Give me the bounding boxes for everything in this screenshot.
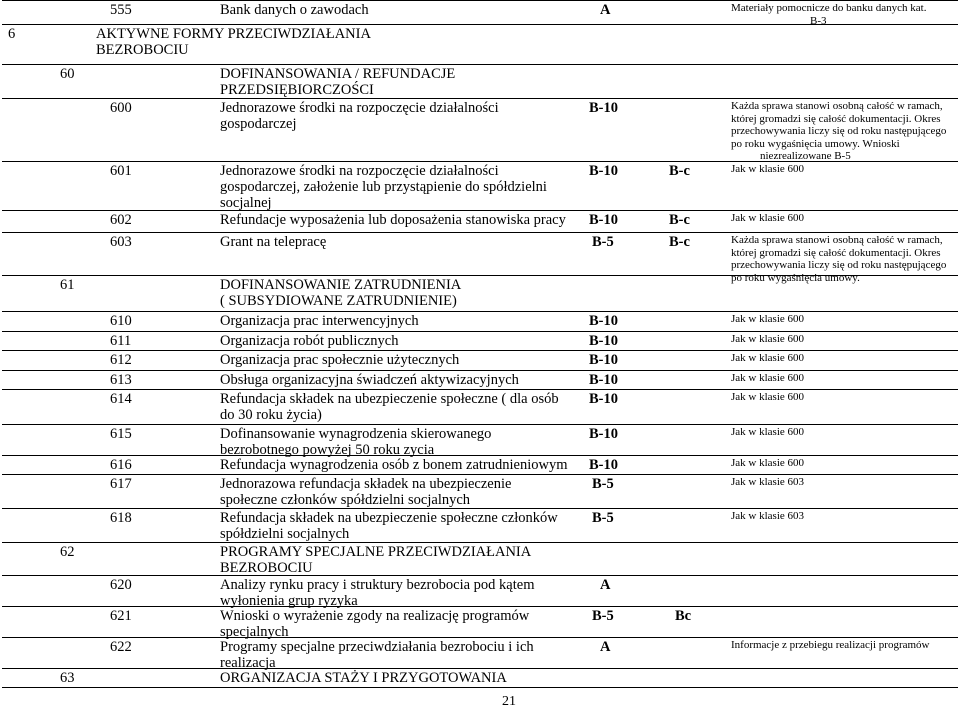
note-text: Jak w klasie 600 [731, 333, 805, 345]
note-text: niezrealizowane B-5 [760, 150, 851, 162]
class-description: bezrobotnego powyżej 50 roku zycia [220, 442, 435, 458]
archive-category: B-10 [589, 333, 618, 349]
class-symbol: 6 [8, 26, 16, 42]
class-symbol: 61 [60, 277, 75, 293]
class-description: Jednorazowe środki na rozpoczęcie działalności [220, 100, 499, 116]
class-description: Organizacja robót publicznych [220, 333, 399, 349]
class-description: gospodarczej, założenie lub przystąpienie do spółdzielni [220, 179, 547, 195]
archive-category: A [600, 2, 611, 18]
note-text: Informacje z przebiegu realizacji programów [731, 639, 930, 651]
class-description: AKTYWNE FORMY PRZECIWDZIAŁANIA [96, 26, 371, 42]
note-text: przechowywania liczy się od roku następującego [731, 259, 947, 271]
class-symbol: 616 [110, 457, 132, 473]
archive-category: A [600, 639, 611, 655]
note-text: Jak w klasie 603 [731, 510, 805, 522]
class-description: wyłonienia grup ryzyka [220, 593, 358, 609]
archive-category: B-10 [589, 100, 618, 116]
archive-category: B-5 [592, 476, 614, 492]
class-symbol: 63 [60, 670, 75, 686]
table-divider [2, 370, 958, 371]
class-description: Bank danych o zawodach [220, 2, 369, 18]
note-text: której gromadzi się całość dokumentacji. Okres [731, 246, 941, 259]
class-description: Organizacja prac społecznie użytecznych [220, 352, 460, 368]
note-text: po roku wygaśnięcia umowy. [731, 271, 860, 284]
class-symbol: 617 [110, 476, 132, 492]
note-text: przechowywania liczy się od roku następującego [731, 125, 947, 137]
table-divider [2, 311, 958, 312]
class-description: Programy specjalne przeciwdziałania bezrobociu i ich [220, 639, 534, 655]
table-divider [2, 232, 958, 233]
class-symbol: 60 [60, 66, 75, 82]
archive-category: B-10 [589, 457, 618, 473]
table-divider [2, 637, 958, 638]
note-text: której gromadzi się całość dokumentacji. Okres [731, 112, 941, 125]
note-text: Jak w klasie 603 [731, 476, 805, 488]
class-description: Dofinansowanie wynagrodzenia skierowanego [220, 426, 492, 442]
class-description: Grant na telepracę [220, 234, 327, 250]
class-description: społeczne członków spółdzielni socjalnych [220, 492, 471, 508]
archive-category: B-10 [589, 352, 618, 368]
archive-category: B-10 [589, 426, 618, 442]
note-text: Jak w klasie 600 [731, 426, 805, 438]
note-text: B-3 [810, 14, 827, 27]
archive-category: A [600, 577, 611, 593]
archive-category: B-5 [592, 608, 614, 624]
class-description: Wnioski o wyrażenie zgody na realizację programów [220, 608, 530, 624]
archive-category: B-10 [589, 391, 618, 407]
class-description: spółdzielni socjalnych [220, 526, 350, 542]
class-symbol: 603 [110, 234, 132, 250]
class-symbol: 620 [110, 577, 132, 593]
page-number: 21 [502, 694, 516, 709]
table-divider [2, 98, 958, 99]
table-divider [2, 210, 958, 211]
note-text: Jak w klasie 600 [731, 372, 805, 384]
class-description: BEZROBOCIU [96, 42, 189, 58]
table-divider [2, 542, 958, 543]
table-divider [2, 424, 958, 425]
class-symbol: 621 [110, 608, 132, 624]
class-symbol: 601 [110, 163, 132, 179]
class-symbol: 602 [110, 212, 132, 228]
note-text: Jak w klasie 600 [731, 391, 805, 403]
class-description: socjalnej [220, 195, 272, 211]
table-divider [2, 350, 958, 351]
class-description: Organizacja prac interwencyjnych [220, 313, 419, 329]
class-description: specjalnych [220, 624, 289, 640]
note-text: Każda sprawa stanowi osobną całość w ramach, [731, 234, 943, 246]
archive-category-secondary: B-c [669, 163, 690, 179]
class-description: gospodarczej [220, 116, 297, 132]
class-symbol: 600 [110, 100, 132, 116]
table-divider [2, 687, 958, 688]
table-divider [2, 331, 958, 332]
note-text: Jak w klasie 600 [731, 457, 805, 469]
table-divider [2, 668, 958, 669]
table-divider [2, 474, 958, 475]
class-description: DOFINANSOWANIE ZATRUDNIENIA [220, 277, 462, 293]
note-text: Jak w klasie 600 [731, 313, 805, 325]
archive-category-secondary: B-c [669, 212, 690, 228]
class-symbol: 555 [110, 2, 132, 18]
class-symbol: 62 [60, 544, 75, 560]
class-symbol: 613 [110, 372, 132, 388]
class-symbol: 610 [110, 313, 132, 329]
table-divider [2, 606, 958, 607]
class-description: do 30 roku życia) [220, 407, 322, 423]
note-text: Jak w klasie 600 [731, 352, 805, 364]
class-description: Jednorazowe środki na rozpoczęcie działalności [220, 163, 499, 179]
note-text: po roku wygaśnięcia umowy. Wnioski [731, 137, 900, 150]
table-divider [2, 389, 958, 390]
class-symbol: 612 [110, 352, 132, 368]
table-divider [2, 455, 958, 456]
archive-category-secondary: Bc [675, 608, 692, 624]
archive-category: B-5 [592, 234, 614, 250]
archive-category: B-10 [589, 212, 618, 228]
note-text: Każda sprawa stanowi osobną całość w ramach, [731, 100, 943, 112]
class-description: ( SUBSYDIOWANE ZATRUDNIENIE) [220, 293, 457, 309]
class-description: Obsługa organizacyjna świadczeń aktywizacyjnych [220, 372, 519, 388]
class-symbol: 622 [110, 639, 132, 655]
class-description: DOFINANSOWANIA / REFUNDACJE [220, 66, 456, 82]
class-description: PROGRAMY SPECJALNE PRZECIWDZIAŁANIA [220, 544, 532, 560]
note-text: Jak w klasie 600 [731, 163, 805, 175]
archive-category: B-10 [589, 163, 618, 179]
class-description: Analizy rynku pracy i struktury bezrobocia pod kątem [220, 577, 535, 593]
class-description: PRZEDSIĘBIORCZOŚCI [220, 82, 374, 98]
note-text: Jak w klasie 600 [731, 212, 805, 224]
class-description: Refundacje wyposażenia lub doposażenia stanowiska pracy [220, 212, 566, 228]
class-description: ORGANIZACJA STAŻY I PRZYGOTOWANIA [220, 670, 507, 686]
note-text: Materiały pomocnicze do banku danych kat. [731, 2, 927, 14]
archive-category: B-5 [592, 510, 614, 526]
archive-category: B-10 [589, 313, 618, 329]
table-divider [2, 575, 958, 576]
class-description: Refundacja składek na ubezpieczenie społeczne ( dla osób [220, 391, 559, 407]
archive-category-secondary: B-c [669, 234, 690, 250]
class-symbol: 615 [110, 426, 132, 442]
class-description: Jednorazowa refundacja składek na ubezpieczenie [220, 476, 512, 492]
class-symbol: 618 [110, 510, 132, 526]
table-divider [2, 508, 958, 509]
table-divider [2, 64, 958, 65]
class-description: BEZROBOCIU [220, 560, 313, 576]
archive-category: B-10 [589, 372, 618, 388]
class-description: Refundacja składek na ubezpieczenie społeczne członków [220, 510, 558, 526]
table-divider [2, 0, 958, 1]
class-description: Refundacja wynagrodzenia osób z bonem zatrudnieniowym [220, 457, 568, 473]
class-symbol: 614 [110, 391, 132, 407]
class-description: realizacja [220, 655, 276, 671]
class-symbol: 611 [110, 333, 132, 349]
